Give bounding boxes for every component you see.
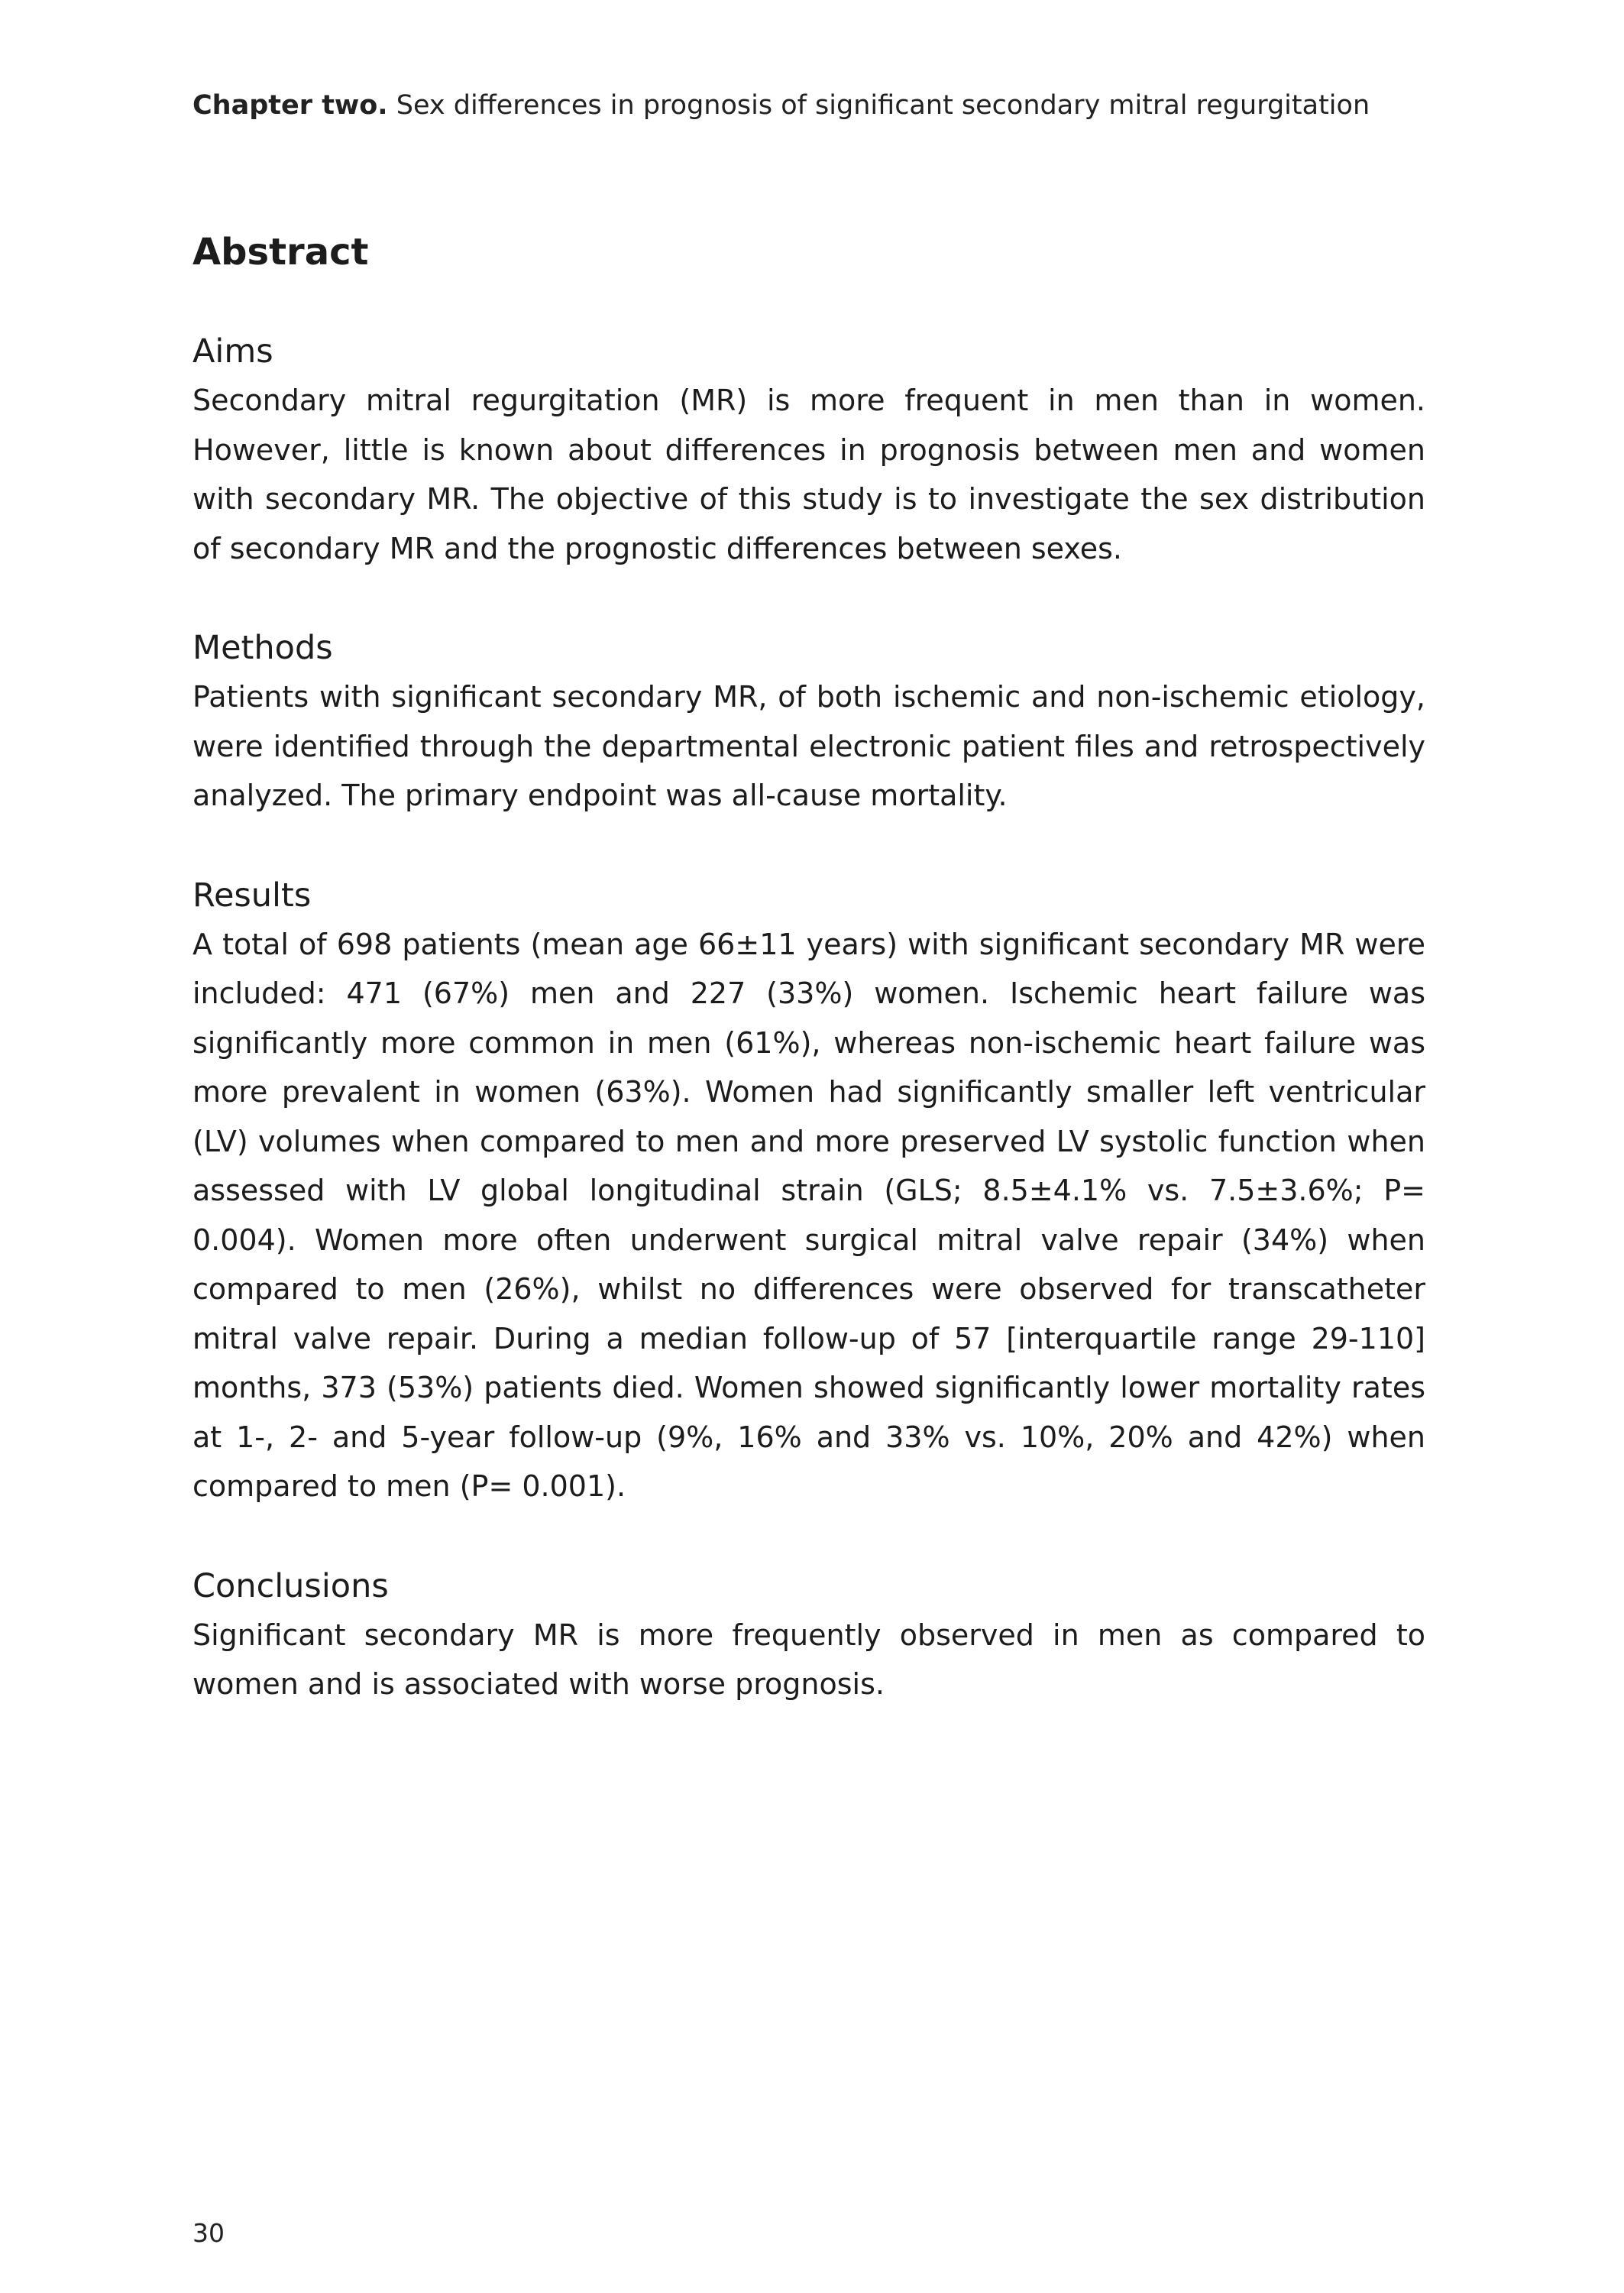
abstract-content	[192, 228, 1425, 1760]
abstract-title: Abstract	[192, 231, 369, 274]
section-paragraph: Significant secondary MR is more frequently observed in men as compared to women and is associated with worse prognosis.	[192, 1618, 1425, 1701]
page-number: 30	[192, 2218, 225, 2248]
section-heading: Aims	[192, 332, 273, 371]
section-conclusions	[192, 1562, 1425, 1709]
section-methods	[192, 623, 1425, 821]
chapter-title: Sex differences in prognosis of significant secondary mitral regurgitation	[396, 90, 1370, 121]
section-heading: Methods	[192, 629, 333, 667]
running-header	[192, 86, 1491, 125]
section-paragraph: Secondary mitral regurgitation (MR) is more frequent in men than in women. However, little is known about differences in prognosis between men and women with secondary MR. The objective of this study is to investigate the sex distribution of secondary MR and the prognostic differences between sexes.	[192, 384, 1425, 565]
section-paragraph: Patients with significant secondary MR, of both ischemic and non-ischemic etiology, were identified through the departmental electronic patient files and retrospectively analyzed. The primary endpoint was all-cause mortality.	[192, 680, 1425, 812]
section-paragraph: A total of 698 patients (mean age 66±11 years) with significant secondary MR were included: 471 (67%) men and 227 (33%) women. Ischemic heart failure was significantly more common in men (61%), whereas non-ischemic heart failure was more prevalent in women (63%). Women had significantly smaller left ventricular (LV) volumes when compared to men and more preserved LV systolic function when assessed with LV global longitudinal strain (GLS; 8.5±4.1% vs. 7.5±3.6%; P= 0.004). Women more often underwent surgical mitral valve repair (34%) when compared to men (26%), whilst no differences were observed for transcatheter mitral valve repair. During a median follow-up of 57 [interquartile range 29-110] months, 373 (53%) patients died. Women showed significantly lower mortality rates at 1-, 2- and 5-year follow-up (9%, 16% and 33% vs. 10%, 20% and 42%) when compared to men (P= 0.001).	[192, 927, 1425, 1503]
section-heading: Results	[192, 876, 312, 915]
chapter-label: Chapter two.	[192, 90, 388, 121]
section-aims	[192, 327, 1425, 573]
section-heading: Conclusions	[192, 1566, 389, 1605]
section-results	[192, 871, 1425, 1511]
